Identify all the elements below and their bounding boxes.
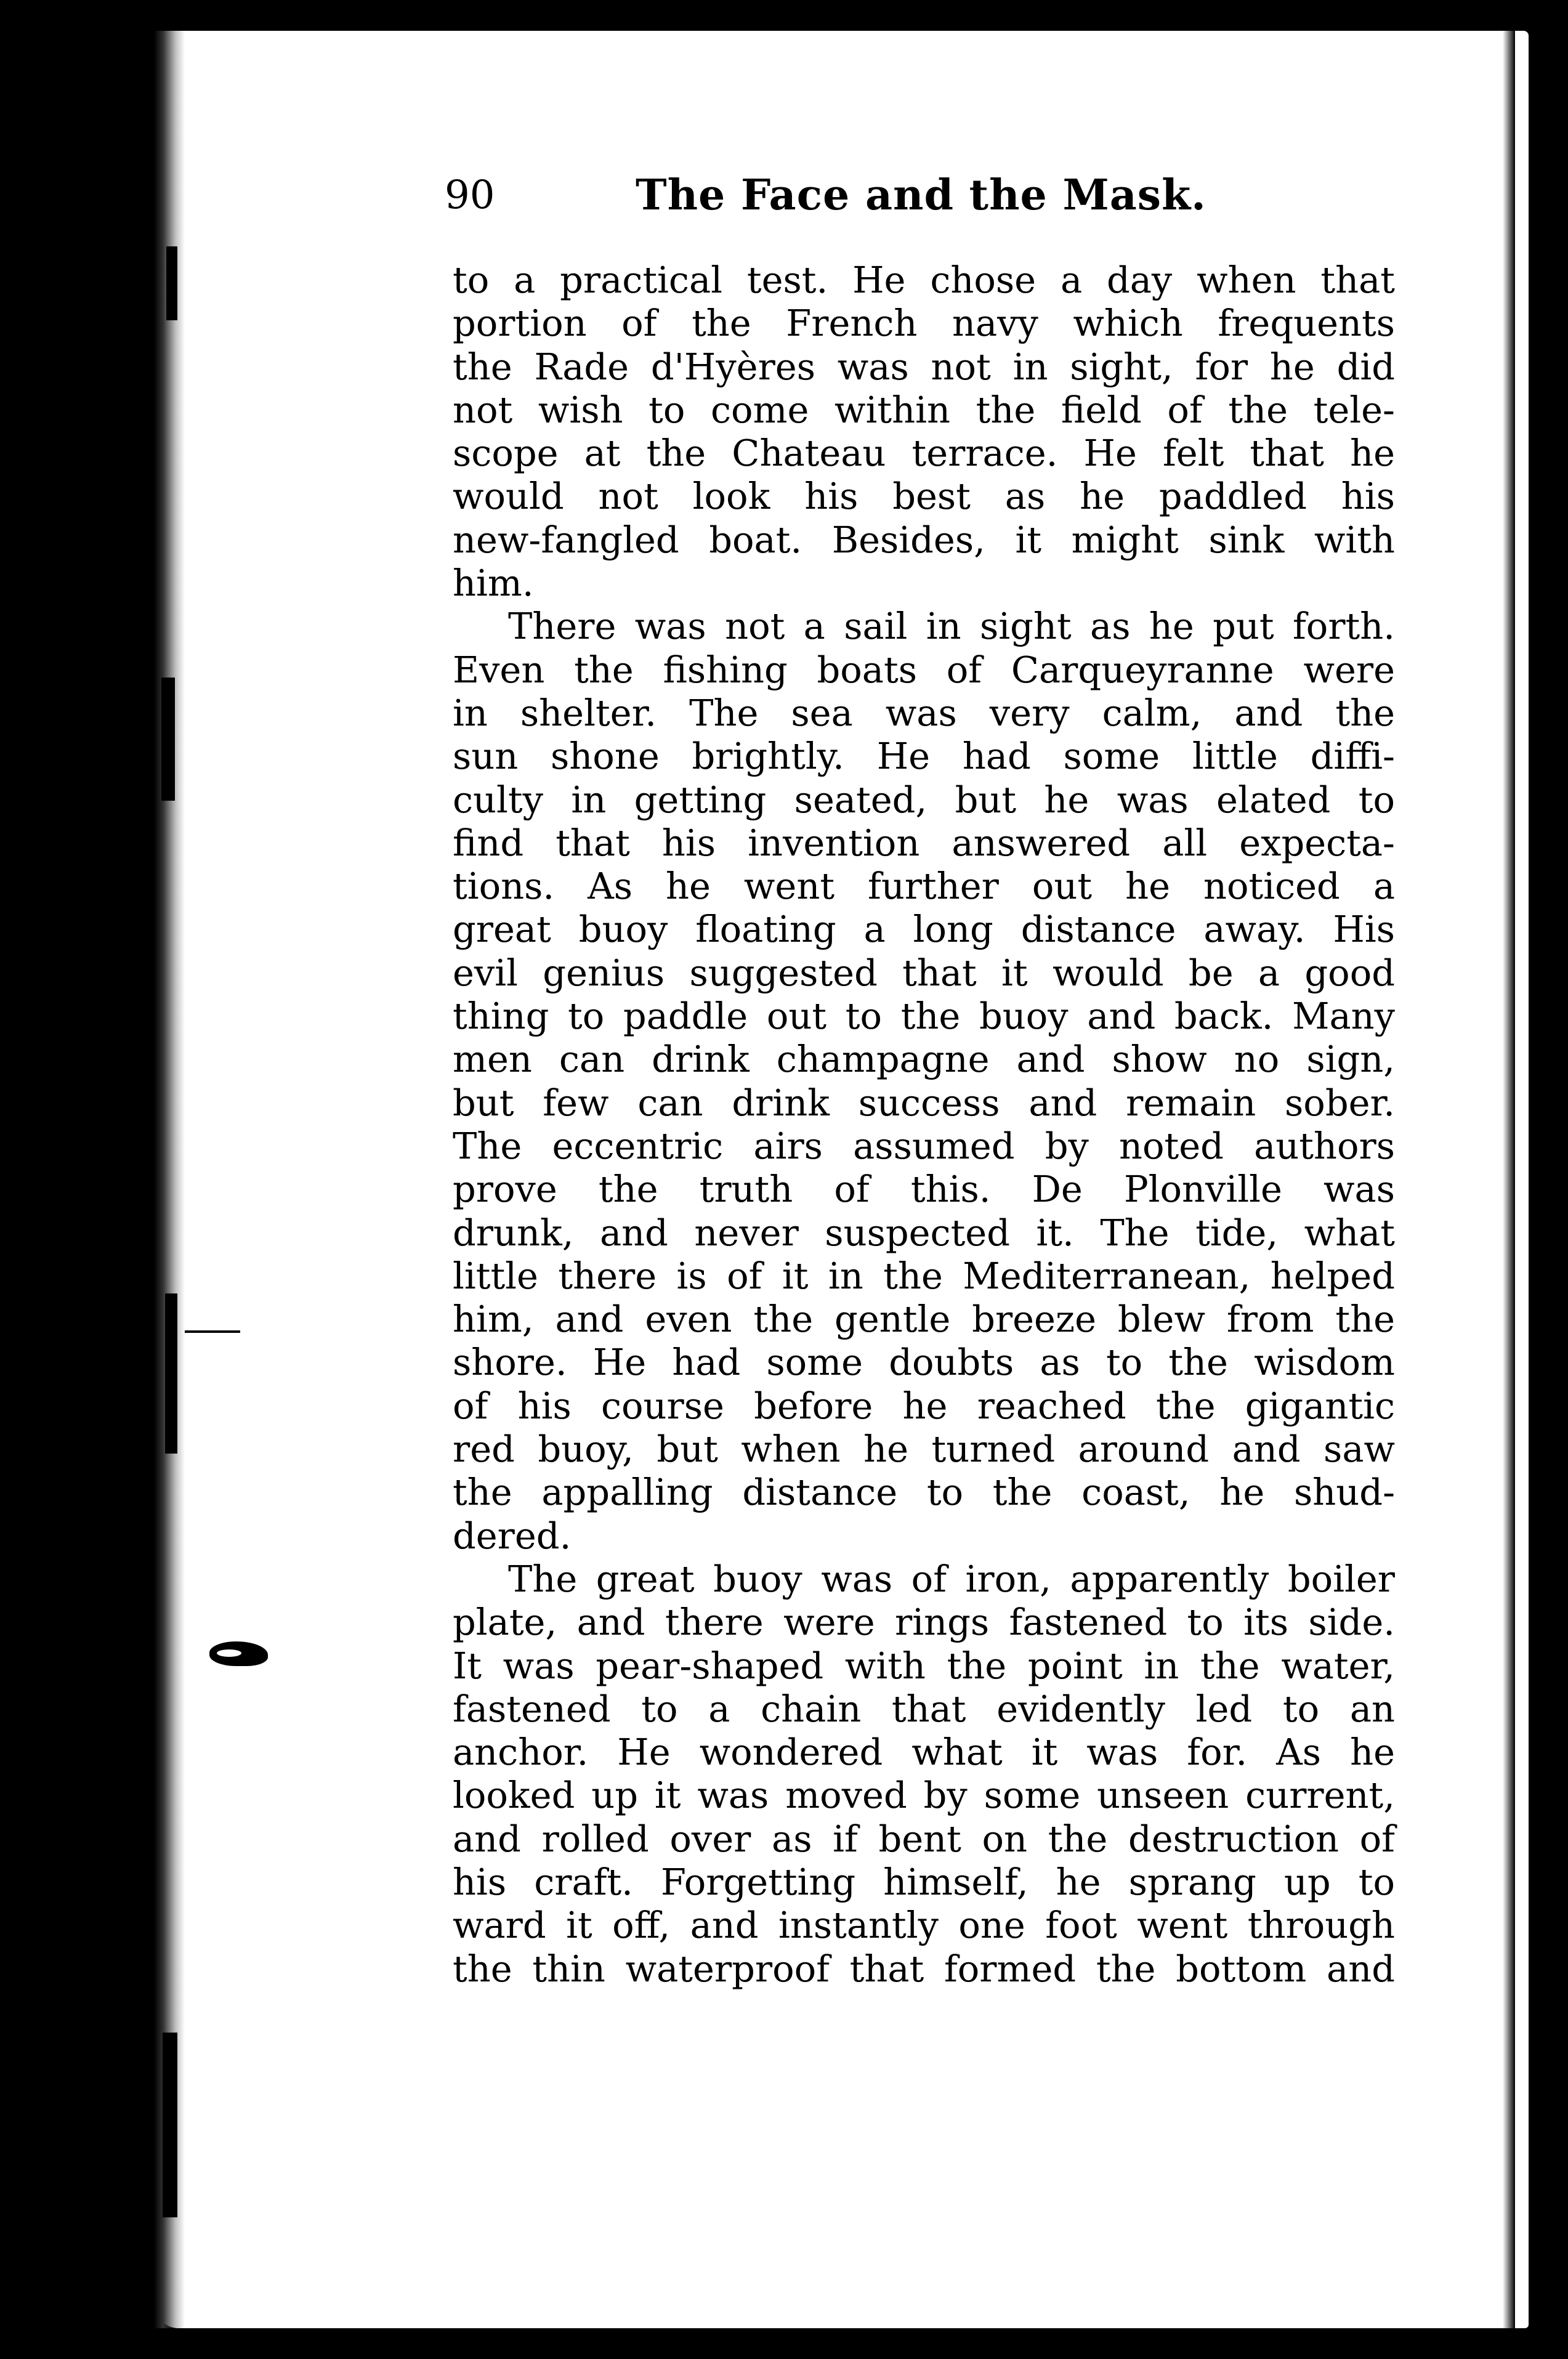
text-line: find that his invention answered all expecta- — [453, 821, 1395, 864]
page-right-edge-shadow — [1503, 31, 1515, 2328]
text-line: sun shone brightly. He had some little diffi- — [453, 735, 1395, 778]
text-line: tions. As he went further out he noticed a — [453, 865, 1395, 908]
scan-blot — [161, 678, 175, 801]
scan-blot — [166, 246, 177, 320]
scan-blot — [163, 2033, 177, 2217]
text-line: drunk, and never suspected it. The tide, what — [453, 1211, 1395, 1254]
text-line: evil genius suggested that it would be a good — [453, 951, 1395, 994]
text-line: It was pear-shaped with the point in the water, — [453, 1644, 1395, 1687]
text-line: plate, and there were rings fastened to its side. — [453, 1601, 1395, 1644]
text-line: him. — [453, 562, 534, 605]
text-line: red buoy, but when he turned around and saw — [453, 1428, 1395, 1471]
text-line: men can drink champagne and show no sign, — [453, 1038, 1395, 1081]
paragraph — [453, 1558, 1395, 1991]
text-line: There was not a sail in sight as he put forth. — [508, 605, 1395, 648]
text-line: and rolled over as if bent on the destruction of — [453, 1817, 1395, 1860]
text-line: scope at the Chateau terrace. He felt that he — [453, 432, 1395, 475]
text-line: the thin waterproof that formed the bottom and — [453, 1947, 1395, 1990]
text-line: the Rade d'Hyères was not in sight, for he did — [453, 345, 1395, 388]
scan-blot — [185, 1330, 240, 1333]
text-line: ward it off, and instantly one foot went through — [453, 1904, 1395, 1947]
text-line: prove the truth of this. De Plonville was — [453, 1168, 1395, 1211]
text-line: of his course before he reached the gigantic — [453, 1384, 1395, 1427]
text-line: The great buoy was of iron, apparently boiler — [508, 1557, 1395, 1600]
text-line: great buoy floating a long distance away. His — [453, 908, 1395, 951]
page-header — [445, 161, 1233, 229]
text-line: portion of the French navy which frequents — [453, 302, 1395, 345]
paragraph — [453, 259, 1395, 605]
text-line: thing to paddle out to the buoy and back. Many — [453, 995, 1395, 1038]
body-text — [453, 259, 1395, 1991]
text-line: fastened to a chain that evidently led to an — [453, 1687, 1395, 1730]
text-line: his craft. Forgetting himself, he sprang up to — [453, 1860, 1395, 1903]
text-line: culty in getting seated, but he was elated to — [453, 778, 1395, 821]
text-line: dered. — [453, 1514, 572, 1557]
page-number: 90 — [445, 172, 495, 218]
text-line: little there is of it in the Mediterranean, helped — [453, 1254, 1395, 1297]
scan-blot — [165, 1293, 177, 1454]
text-line: Even the fishing boats of Carqueyranne were — [453, 648, 1395, 691]
text-line: in shelter. The sea was very calm, and the — [453, 691, 1395, 734]
paragraph — [453, 605, 1395, 1558]
text-line: the appalling distance to the coast, he shud- — [453, 1471, 1395, 1514]
text-line: to a practical test. He chose a day when that — [453, 259, 1395, 301]
text-line: him, and even the gentle breeze blew from the — [453, 1298, 1395, 1341]
text-line: but few can drink success and remain sober. — [453, 1081, 1395, 1124]
text-line: looked up it was moved by some unseen current, — [453, 1774, 1395, 1817]
text-line: anchor. He wondered what it was for. As he — [453, 1731, 1395, 1774]
text-line: not wish to come within the field of the tele- — [453, 388, 1395, 431]
text-line: shore. He had some doubts as to the wisdom — [453, 1341, 1395, 1384]
text-line: The eccentric airs assumed by noted authors — [453, 1124, 1395, 1167]
text-line: new-fangled boat. Besides, it might sink with — [453, 518, 1395, 561]
running-title: The Face and the Mask. — [636, 171, 1206, 220]
ink-smudge-highlight — [217, 1649, 241, 1657]
page-binding-shadow — [154, 31, 185, 2328]
text-line: would not look his best as he paddled his — [453, 475, 1395, 518]
